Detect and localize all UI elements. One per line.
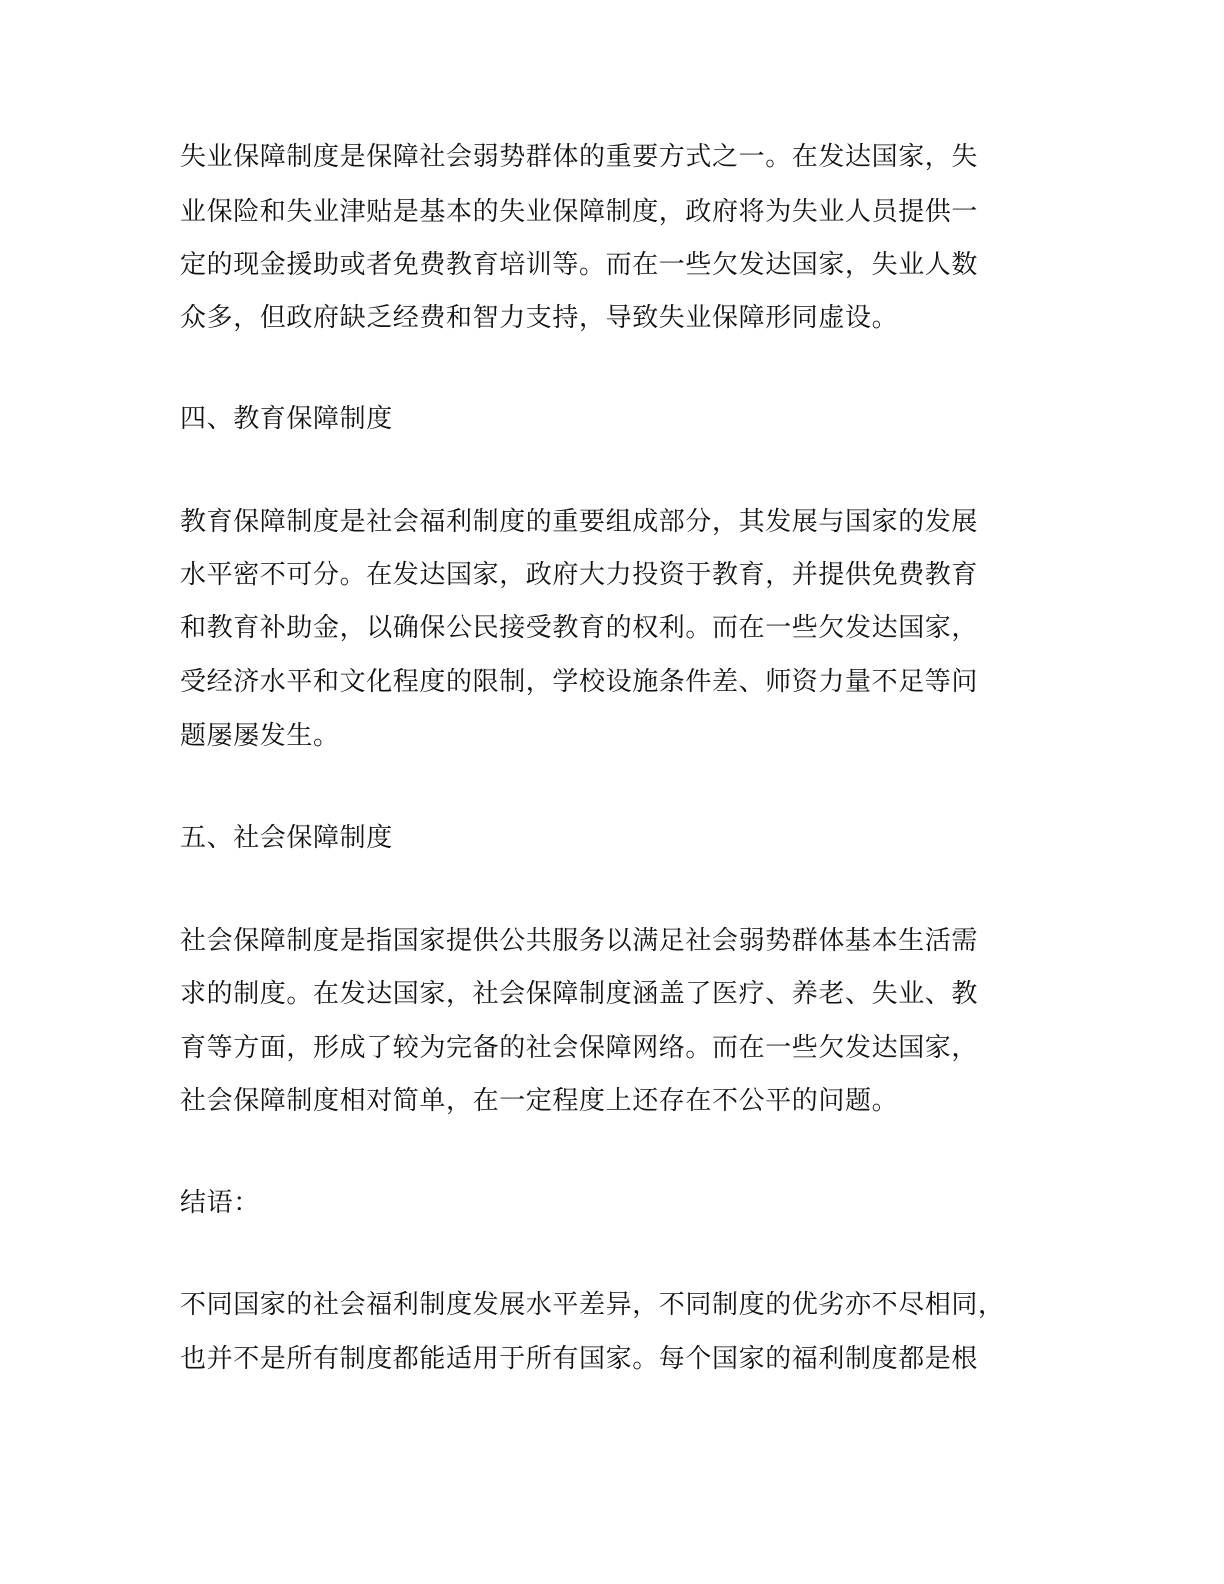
text-line: 定的现金援助或者免费教育培训等。而在一些欠发达国家，失业人数	[180, 250, 979, 280]
text-line: 众多，但政府缺乏经费和智力支持，导致失业保障形同虚设。	[180, 303, 899, 333]
section-heading-education: 四、教育保障制度	[180, 404, 393, 434]
text-line: 社会保障制度是指国家提供公共服务以满足社会弱势群体基本生活需	[180, 926, 979, 956]
text-line: 社会保障制度相对简单，在一定程度上还存在不公平的问题。	[180, 1086, 899, 1116]
text-line: 和教育补助金，以确保公民接受教育的权利。而在一些欠发达国家，	[180, 613, 979, 643]
section-heading-social: 五、社会保障制度	[180, 823, 393, 853]
text-line: 业保险和失业津贴是基本的失业保障制度，政府将为失业人员提供一	[180, 197, 979, 227]
text-line: 受经济水平和文化程度的限制，学校设施条件差、师资力量不足等问	[180, 667, 979, 697]
text-line: 不同国家的社会福利制度发展水平差异，不同制度的优劣亦不尽相同，	[180, 1290, 1005, 1320]
text-line: 也并不是所有制度都能适用于所有国家。每个国家的福利制度都是根	[180, 1344, 979, 1374]
text-line: 求的制度。在发达国家，社会保障制度涵盖了医疗、养老、失业、教	[180, 979, 979, 1009]
text-line: 水平密不可分。在发达国家，政府大力投资于教育，并提供免费教育	[180, 560, 979, 590]
text-line: 教育保障制度是社会福利制度的重要组成部分，其发展与国家的发展	[180, 507, 979, 537]
section-heading-conclusion: 结语：	[180, 1188, 260, 1218]
text-line: 题屡屡发生。	[180, 721, 340, 751]
text-line: 育等方面，形成了较为完备的社会保障网络。而在一些欠发达国家，	[180, 1033, 979, 1063]
text-line: 失业保障制度是保障社会弱势群体的重要方式之一。在发达国家，失	[180, 142, 979, 172]
